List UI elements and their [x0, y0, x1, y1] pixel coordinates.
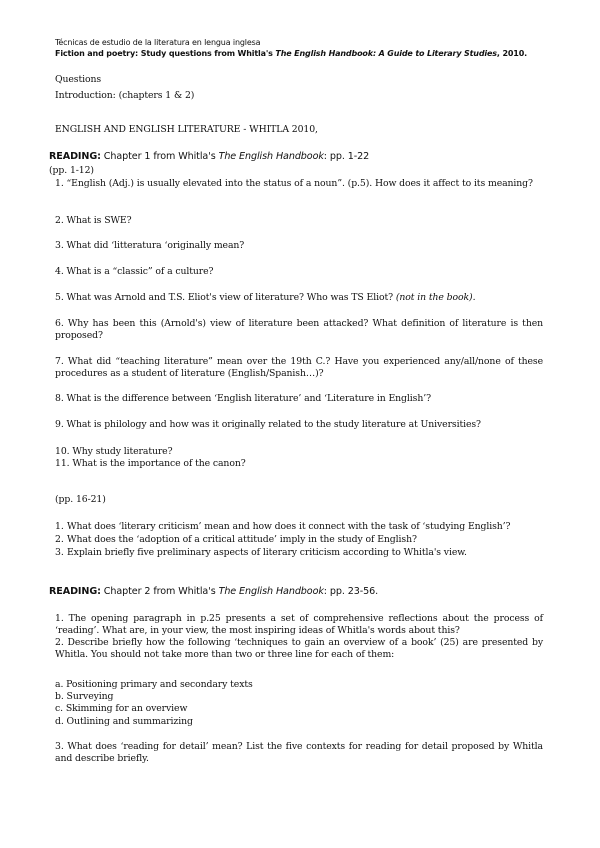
question-11: 11. What is the importance of the canon?	[55, 458, 246, 469]
reading2-book: The English Handbook	[218, 586, 324, 597]
header-book-title: The English Handbook: A Guide to Literary Studies	[275, 49, 497, 58]
introduction-label: Introduction: (chapters 1 & 2)	[55, 90, 195, 101]
reading2-question-3: 3. What does ‘reading for detail’ mean? List the five contexts for reading for detail proposed by Whitla and describe briefly.	[55, 741, 543, 764]
question-10: 10. Why study literature?	[55, 446, 173, 457]
criticism-question-2: 2. What does the ‘adoption of a critical attitude’ imply in the study of English?	[55, 534, 417, 545]
reading2-question-2: 2. Describe briefly how the following ‘techniques to gain an overview of a book’ (25) are presented by Whitla. You should not take more than two or three line for each of them:	[55, 637, 543, 660]
reading1-pages: (pp. 1-12)	[49, 165, 94, 176]
reading1-text-a: Chapter 1 from Whitla's	[100, 151, 219, 162]
reading1-text-b: : pp. 1-22	[323, 151, 370, 162]
questions-label: Questions	[55, 74, 102, 85]
technique-item-a: a. Positioning primary and secondary texts	[55, 679, 253, 690]
question-4: 4. What is a “classic” of a culture?	[55, 266, 214, 277]
question-5-end: .	[472, 292, 476, 303]
question-2: 2. What is SWE?	[55, 215, 132, 226]
question-1: 1. “English (Adj.) is usually elevated into the status of a noun”. (p.5). How does it affect to its meaning?	[55, 178, 533, 189]
criticism-question-3-text: Explain briefly five preliminary aspects of literary criticism according to Whitla's view.	[67, 547, 467, 558]
reading2-text-a: Chapter 2 from Whitla's	[100, 586, 219, 597]
header-subtitle	[55, 49, 527, 59]
reading2-question-1: 1. The opening paragraph in p.25 presents a set of comprehensive reflections about the process of ‘reading’. What are, in your view, the most inspiring ideas of Whitla's words about this?	[55, 613, 543, 636]
criticism-question-3: 3. Explain briefly five preliminary aspects of literary criticism according to Whitla's view.	[55, 547, 467, 558]
question-3: 3. What did ‘litteratura ‘originally mean?	[55, 240, 245, 251]
technique-item-b: b. Surveying	[55, 691, 114, 702]
reading2-text-b: : pp. 23-56.	[323, 586, 379, 597]
technique-item-d: d. Outlining and summarizing	[55, 716, 193, 727]
criticism-question-1-text: What does ‘literary criticism’ mean and how does it connect with the task of ‘studying English’?	[67, 521, 511, 532]
header-subtitle-suffix: , 2010.	[496, 49, 528, 58]
question-5-note: (not in the book)	[395, 292, 473, 303]
criticism-question-2-text: What does the ‘adoption of a critical attitude’ imply in the study of English?	[67, 534, 417, 545]
header-subtitle-prefix: Fiction and poetry: Study questions from Whitla's	[55, 49, 276, 58]
question-5	[55, 292, 475, 303]
question-5-text: 5. What was Arnold and T.S. Eliot's view of literature? Who was TS Eliot?	[55, 292, 393, 303]
reading1-book: The English Handbook	[218, 151, 324, 162]
question-7: 7. What did “teaching literature” mean over the 19th C.? Have you experienced any/all/none of these procedures as a student of literature (English/Spanish…)?	[55, 356, 543, 379]
question-8: 8. What is the difference between ‘English literature’ and ‘Literature in English’?	[55, 393, 431, 404]
technique-item-c: c. Skimming for an overview	[55, 703, 188, 714]
reading1-heading	[49, 151, 369, 163]
reading2-label: READING:	[49, 586, 101, 597]
reading2-heading	[49, 586, 378, 598]
reading1-label: READING:	[49, 151, 101, 162]
question-9: 9. What is philology and how was it originally related to the study literature at Universities?	[55, 419, 481, 430]
reading1-pages-2: (pp. 16-21)	[55, 494, 106, 505]
question-6: 6. Why has been this (Arnold's) view of literature been attacked? What definition of literature is then proposed?	[55, 318, 543, 341]
header-course: Técnicas de estudio de la literatura en lengua inglesa	[55, 38, 261, 47]
main-heading: ENGLISH AND ENGLISH LITERATURE - WHITLA 2010,	[55, 124, 318, 135]
criticism-question-1: 1. What does ‘literary criticism’ mean and how does it connect with the task of ‘studying English’?	[55, 521, 511, 532]
